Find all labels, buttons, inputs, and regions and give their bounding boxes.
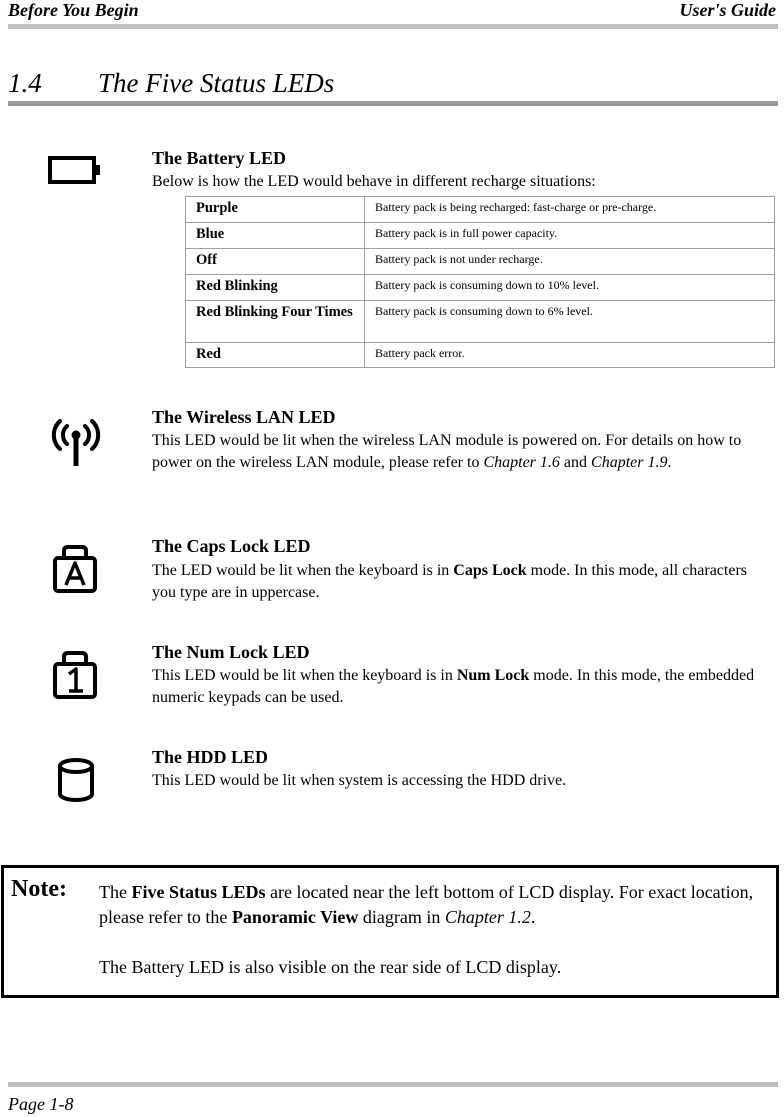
header-rule (8, 24, 778, 29)
page-number: Page 1-8 (8, 1094, 74, 1114)
table-row (186, 275, 775, 301)
wlan-text: This LED would be lit when the wireless LAN module is powered on. For details on how to power on the wireless LAN module, please refer to Chapter 1.6 and Chapter 1.9. (152, 432, 742, 471)
table-row (186, 301, 775, 343)
section-rule (8, 101, 778, 106)
wireless-antenna-icon (50, 418, 102, 468)
chapter-reference: Chapter 1.6 (483, 454, 560, 471)
note-paragraph: The Five Status LEDs are located near the left bottom of LCD display. For exact location, please refer to the Panoramic View diagram in Chapter 1.2. (99, 882, 754, 927)
led-description: Battery pack is consuming down to 10% level. (365, 275, 775, 301)
table-row (186, 249, 775, 275)
led-description: Battery pack is in full power capacity. (365, 223, 775, 249)
caps-heading: The Caps Lock LED (152, 536, 311, 556)
led-description: Battery pack error. (365, 343, 775, 368)
led-description: Battery pack is not under recharge. (365, 249, 775, 275)
chapter-reference: Chapter 1.9 (591, 454, 668, 471)
wlan-heading: The Wireless LAN LED (152, 407, 336, 427)
hdd-heading: The HDD LED (152, 747, 269, 767)
battery-icon (48, 155, 102, 185)
num-text: This LED would be lit when the keyboard is in Num Lock mode. In this mode, the embedded numeric keypads can be used. (152, 667, 755, 706)
led-state: Red Blinking (186, 275, 365, 301)
num-lock-icon (52, 650, 98, 700)
led-state: Blue (186, 223, 365, 249)
led-state: Off (186, 249, 365, 275)
note-label: Note: (11, 876, 67, 902)
footer-rule (8, 1082, 778, 1087)
led-description: Battery pack is being recharged: fast-charge or pre-charge. (365, 197, 775, 223)
table-row (186, 197, 775, 223)
hdd-text: This LED would be lit when system is accessing the HDD drive. (152, 772, 567, 789)
chapter-reference: Chapter 1.2 (444, 907, 531, 927)
section-number: 1.4 (8, 68, 42, 98)
battery-led-table (185, 196, 775, 368)
section-title: The Five Status LEDs (98, 68, 335, 98)
header-left-title: Before You Begin (8, 0, 139, 20)
led-state: Red (186, 343, 365, 368)
led-state: Purple (186, 197, 365, 223)
table-row (186, 343, 775, 368)
hdd-cylinder-icon (55, 757, 97, 803)
led-description: Battery pack is consuming down to 6% level. (365, 301, 775, 343)
header-right-title: User's Guide (679, 0, 776, 20)
caps-text: The LED would be lit when the keyboard is in Caps Lock mode. In this mode, all characters you type are in uppercase. (152, 562, 747, 601)
note-box (1, 865, 779, 998)
battery-intro: Below is how the LED would behave in different recharge situations: (152, 173, 596, 190)
table-row (186, 223, 775, 249)
caps-lock-icon (52, 544, 98, 594)
battery-heading: The Battery LED (152, 148, 286, 168)
num-heading: The Num Lock LED (152, 642, 310, 662)
note-paragraph-2: The Battery LED is also visible on the rear side of LCD display. (99, 957, 562, 977)
led-state: Red Blinking Four Times (186, 301, 365, 343)
